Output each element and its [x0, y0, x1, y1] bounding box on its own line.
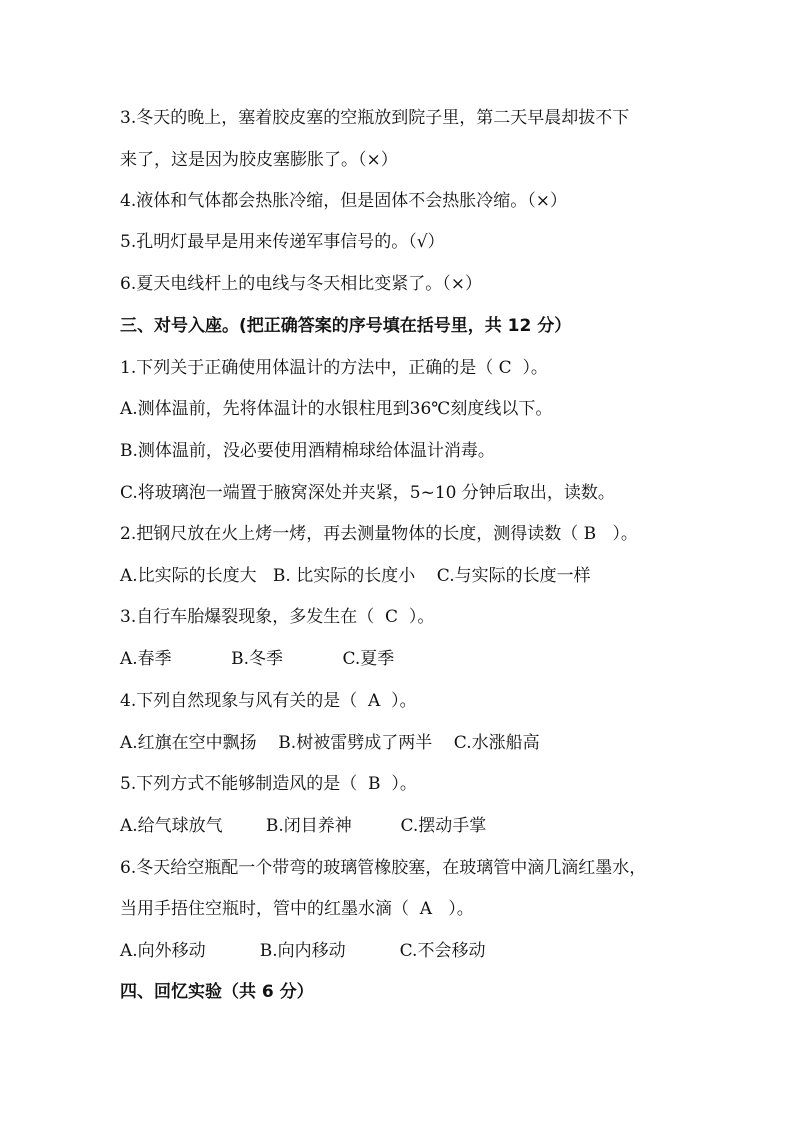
- question-6: 6.夏天电线杆上的电线与冬天相比变紧了。（×）: [120, 274, 482, 294]
- mc-question-6-line-1: 6.冬天给空瓶配一个带弯的玻璃管橡胶塞，在玻璃管中滴几滴红墨水，: [120, 858, 647, 878]
- mc-question-5: 5.下列方式不能够制造风的是（ B ）。: [120, 774, 417, 794]
- mc-question-4: 4.下列自然现象与风有关的是（ A ）。: [120, 691, 417, 711]
- mc-q6-options: A.向外移动 B.向内移动 C.不会移动: [120, 941, 486, 961]
- section-3-heading: 三、对号入座。(把正确答案的序号填在括号里，共 12 分）: [120, 316, 572, 336]
- mc-question-3: 3.自行车胎爆裂现象，多发生在（ C ）。: [120, 607, 435, 627]
- mc-q1-option-b: B.测体温前，没必要使用酒精棉球给体温计消毒。: [120, 441, 495, 461]
- question-3-line-1: 3.冬天的晚上，塞着胶皮塞的空瓶放到院子里，第二天早晨却拔不下: [120, 108, 630, 128]
- mc-q2-options: A.比实际的长度大 B. 比实际的长度小 C.与实际的长度一样: [120, 566, 591, 586]
- mc-question-6-line-2: 当用手捂住空瓶时，管中的红墨水滴（ A ）。: [120, 899, 474, 919]
- mc-q5-options: A.给气球放气 B.闭目养神 C.摆动手掌: [120, 816, 487, 836]
- section-4-heading: 四、回忆实验（共 6 分）: [120, 982, 314, 1002]
- question-5: 5.孔明灯最早是用来传递军事信号的。（√）: [120, 232, 445, 252]
- mc-question-1: 1.下列关于正确使用体温计的方法中，正确的是（ C ）。: [120, 358, 548, 378]
- mc-q1-option-a: A.测体温前，先将体温计的水银柱甩到36℃刻度线以下。: [120, 399, 553, 419]
- question-3-line-2: 来了，这是因为胶皮塞膨胀了。（×）: [120, 150, 398, 170]
- mc-q1-option-c: C.将玻璃泡一端置于腋窝深处并夹紧，5~10 分钟后取出，读数。: [120, 483, 615, 503]
- question-4: 4.液体和气体都会热胀冷缩，但是固体不会热胀冷缩。（×）: [120, 191, 567, 211]
- mc-q4-options: A.红旗在空中飘扬 B.树被雷劈成了两半 C.水涨船高: [120, 733, 540, 753]
- mc-q3-options: A.春季 B.冬季 C.夏季: [120, 649, 395, 669]
- mc-question-2: 2.把钢尺放在火上烤一烤，再去测量物体的长度，测得读数（ B ）。: [120, 524, 638, 544]
